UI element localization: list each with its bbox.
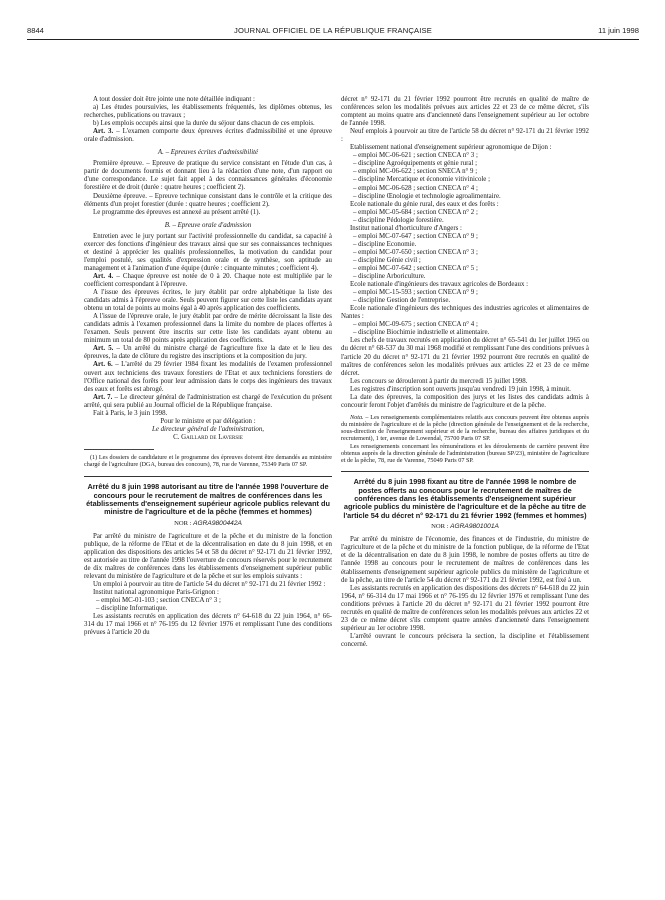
paragraph: Ecole nationale du génie rural, des eaux et des forêts : [350,200,499,208]
arrete-title: Arrêté du 8 juin 1998 autorisant au titre de l'année 1998 l'ouverture de concours pour le recrutement de maîtres de conférences dans les établissements d'enseignement supérieur agricole publics relevant du ministre de l'agriculture et de la pêche (femmes et hommes) [86,482,330,517]
paragraph: A tout dossier doit être jointe une note détaillée indiquant : [93,96,255,103]
paragraph: A l'issue des épreuves écrites, le jury établit par ordre alphabétique la liste des candidats admis à l'épreuve orale. Seuls peuvent figurer sur cette liste les candidats ayant obtenu un total de points au moins égal à 40 après application des coefficients. [84,289,332,313]
paragraph: Les registres d'inscription sont ouverts jusqu'au vendredi 19 juin 1998, à minuit. [350,385,571,393]
paragraph: La date des épreuves, la composition des jurys et les listes des candidats admis à concourir feront l'objet d'arrêtés du ministre de l'agriculture et de la pêche. [341,393,589,409]
list-item: – emploi MC-15-593 ; section CNECA n° 9 ; [353,289,478,297]
article-text: – L'examen comporte deux épreuves écrites d'admissibilité et une épreuve orale d'admission. [84,128,332,144]
list-item: – discipline Biochimie industrielle et alimentaire. [353,329,490,337]
nota-paragraph [341,414,589,443]
header-rule [27,39,639,40]
article-7 [84,394,332,410]
signatory-name: C. Gaillard de Laversie [173,433,243,441]
paragraph: a) Les études poursuivies, les établissements fréquentés, les diplômes obtenus, les recherches, publications ou travaux ; [84,104,332,120]
nor-code: AGRA9800442A [193,519,242,527]
article-text: – Chaque épreuve est notée de 0 à 20. Chaque note est multipliée par le coefficient correspondant à l'épreuve. [84,272,332,288]
article-6 [84,361,332,393]
list-item: – emploi MC-06-621 ; section CNECA n° 3 ; [353,152,478,160]
date-line: Fait à Paris, le 3 juin 1998. [93,409,168,417]
paragraph: Ecole nationale d'ingénieurs des techniques des industries agricoles et alimentaires de Nantes : [341,305,589,321]
list-item: – discipline Mercatique et économie vitivinicole ; [353,176,491,184]
nor-label: NOR : [174,519,194,527]
nor-label: NOR : [431,523,451,531]
article-4 [84,273,332,289]
paragraph: L'arrêté ouvrant le concours précisera la section, la discipline et l'établissement concerné. [341,632,589,648]
list-item: – discipline Economie. [353,240,417,248]
paragraph: Par arrêté du ministre de l'agriculture et de la pêche et du ministre de la fonction publique, de la réforme de l'Etat et de la décentralisation en date du 8 juin 1998, et en application des dispositions des articles 54 et 58 du décret n° 92-171 du 21 février 1992, est autorisée au titre de l'année 1998 l'ouverture de concours réservés pour le recrutement de dix maîtres de conférences dans les établissements d'enseignement supérieur public relevant du ministère de l'agriculture et de la pêche et sur les emplois suivants : [84,532,332,581]
nota-label: Nota. [350,413,364,421]
nor-reference [341,523,589,531]
paragraph: Institut national d'horticulture d'Angers : [350,224,462,232]
article-label: Art. 6. [93,361,113,369]
section-heading-a [84,149,332,157]
list-item: – discipline Informatique. [96,605,168,613]
list-item: – emploi MC-05-684 ; section CNECA n° 2 ; [353,208,478,216]
paragraph: Deuxième épreuve. – Epreuve technique consistant dans le contrôle et la critique des éléments d'un projet forestier (durée : quatre heures ; coefficient 2). [84,192,332,208]
paragraph: b) Les emplois occupés ainsi que la durée du séjour dans chacun de ces emplois. [93,120,315,128]
article-text: – Un arrêté du ministre chargé de l'agriculture fixe la date et le lieu des épreuves, la date de clôture du registre des inscriptions et la composition du jury. [84,345,332,361]
paragraph: Etablissement national d'enseignement supérieur agronomique de Dijon : [350,144,552,152]
paragraph: Le programme des épreuves est annexé au présent arrêté (1). [93,208,261,216]
footnote: (1) Les dossiers de candidature et le programme des épreuves doivent être demandés au ministère chargé de l'agriculture (DGA, bureau des concours), 78, rue de Varenne, 75349 Paris 07 SP. [84,454,332,469]
list-item: – emploi MC-07-650 ; section CNECA n° 3 ; [353,248,478,256]
note-paragraph: Les renseignements concernant les rémunérations et les déroulements de carrière peuvent être obtenus auprès de la direction générale de l'administration (bureau SP/23), ministère de l'agriculture et de la pêche, 78, rue de Varenne, 75049 Paris 07 SP. [341,442,589,465]
section-title: A. – Epreuves écrites d'admissibilité [157,149,259,157]
article-label: Art. 7. [93,393,113,401]
article-label: Art. 4. [93,272,114,280]
list-item: – emploi MC-01-103 ; section CNECA n° 3 ; [96,597,221,605]
list-item: – emploi MC-07-647 ; section CNECA n° 9 ; [353,232,478,240]
list-item: – discipline Génie civil ; [353,256,421,264]
paragraph: Ecole nationale d'ingénieurs des travaux agricoles de Bordeaux : [350,281,529,289]
paragraph: Les concours se dérouleront à partir du mercredi 15 juillet 1998. [350,377,528,385]
list-item: – discipline Œnologie et technologie agroalimentaire. [353,192,501,200]
article-text: – Le directeur général de l'administration est chargé de l'exécution du présent arrêté, qui sera publié au Journal officiel de la République française. [84,393,332,409]
paragraph: Les chefs de travaux recrutés en application du décret n° 65-541 du 1er juillet 1965 ou du décret n° 68-537 du 30 mai 1968 modifié et remplissant l'une des conditions prévues à l'article 20 du décret n° 92-171 du 21 février 1992 pourront être recrutés en qualité de maîtres de conférences selon les modalités prévues aux articles 22 et 23 de ce même décret. [341,337,589,377]
signature-line: Pour le ministre et par délégation : [160,417,256,425]
list-item: – discipline Agroéquipements et génie rural ; [353,160,477,168]
list-item: – emploi MC-09-675 ; section CNECA n° 4 ; [353,321,478,329]
page-header [27,24,639,38]
right-column [341,96,589,649]
article-text: – L'arrêté du 29 février 1984 fixant les modalités de l'examen professionnel ouvert aux techniciens des travaux forestiers de l'Etat et aux techniciens forestiers de l'Office national des forêts pour leur admission dans le corps des ingénieurs des travaux des eaux et forêts est abrogé. [84,361,332,393]
article-label: Art. 5. [93,345,114,353]
article-label: Art. 3. [93,128,114,136]
nota-text: – Les renseignements complémentaires relatifs aux concours peuvent être obtenus auprès du ministère de l'agriculture et de la pêche (direction générale de l'enseignement et de la recherche, sous-direction de l'enseignement supérieur et de la recherche, bureau des affaires juridiques et du recrutement), 1 ter, avenue de Lowendal, 75700 Paris 07 SP. [341,413,589,443]
paragraph: Neuf emplois à pourvoir au titre de l'article 58 du décret n° 92-171 du 21 février 1992 : [341,128,589,144]
paragraph: Par arrêté du ministre de l'économie, des finances et de l'industrie, du ministre de l'agriculture et de la pêche et du ministre de la fonction publique, de la réforme de l'Etat et de la décentralisation en date du 8 juin 1998, le nombre de postes offerts au titre de l'année 1998 au concours pour le recrutement de maîtres de conférences dans les établissements d'enseignement supérieur agricole publics du ministère de l'agriculture et de la pêche, au titre de l'article 54 du décret n° 92-171 du 21 février 1992, est fixé à un. [341,536,589,584]
paragraph: Première épreuve. – Epreuve de pratique du service consistant en l'étude d'un cas, à partir de documents fournis et donnant lieu à la rédaction d'une note, d'un rapport ou d'une correspondance. Le sujet fait appel à des connaissances générales d'économie forestière et de droit (durée : quatre heures ; coefficient 2). [84,160,332,192]
list-item: – emploi MC-06-628 ; section CNECA n° 4 ; [353,184,478,192]
list-item: – discipline Gestion de l'entreprise. [353,297,451,305]
article-5 [84,345,332,361]
arrete-title: Arrêté du 8 juin 1998 fixant au titre de l'année 1998 le nombre de postes offerts au concours pour le recrutement de maîtres de conférences dans les établissements d'enseignement supérieur agricole publics du ministère de l'agriculture et de la pêche au titre de l'article 54 du décret n° 92-171 du 21 février 1992 (femmes et hommes) [343,477,587,520]
nor-code: AGRA9801001A [450,523,499,531]
article-3 [84,128,332,144]
paragraph: Les assistants recrutés en application des dispositions des décrets n° 64-618 du 22 juin 1964, n° 66-314 du 17 mai 1966 et n° 76-195 du 12 février 1976 et remplissant l'une des conditions prévues à l'article 20 du décret n° 92-171 du 21 février 1992 pourront être recrutés en qualité de maître de conférences selon les modalités prévues aux articles 22 et 23 de ce même décret s'ils comptent quatre années d'ancienneté dans l'enseignement supérieur au 1er octobre 1998. [341,584,589,632]
paragraph: Les assistants recrutés en application des décrets n° 64-618 du 22 juin 1964, n° 66-314 du 17 mai 1966 et n° 76-195 du 12 février 1976 et remplissant l'une des conditions prévues à l'article 20 du [84,613,332,637]
list-item: – emploi MC-06-622 ; section SNECA n° 9 ; [353,168,478,176]
separator-line [341,471,589,472]
separator-line [84,476,332,477]
paragraph: Un emploi à pourvoir au titre de l'article 54 du décret n° 92-171 du 21 février 1992 : [93,581,326,589]
left-column [84,96,332,637]
footnote-rule [84,449,154,450]
section-heading-b [84,222,332,230]
signature-title: Le directeur général de l'administration, [151,425,265,433]
paragraph: A l'issue de l'épreuve orale, le jury établit par ordre de mérite décroissant la liste des candidats admis à l'examen professionnel dans la limite du nombre de places offertes à l'examen. Seuls peuvent être inscrits sur cette liste les candidats ayant obtenu au minimum un total de 80 points après application des coefficients. [84,313,332,345]
issue-date: 11 juin 1998 [598,26,639,35]
paragraph: Institut national agronomique Paris-Grignon : [93,589,219,597]
paragraph: décret n° 92-171 du 21 février 1992 pourront être recrutés en qualité de maître de conférences selon les modalités prévues aux articles 22 et 23 de ce même décret, s'ils comptent au moins quatre ans d'ancienneté dans l'enseignement supérieur au 1er octobre de l'année 1998. [341,96,589,128]
list-item: – emploi MC-07-642 ; section CNECA n° 5 ; [353,264,478,272]
section-title: B. – Epreuve orale d'admission [164,221,252,229]
list-item: – discipline Arboriculture. [353,273,426,281]
nor-reference [84,520,332,528]
list-item: – discipline Pédologie forestière. [353,216,444,224]
page-number: 8844 [27,26,44,35]
journal-title: JOURNAL OFFICIEL DE LA RÉPUBLIQUE FRANÇAISE [234,26,432,35]
paragraph: Entretien avec le jury portant sur l'activité professionnelle du candidat, sa capacité à exercer des fonctions d'ingénieur des travaux ainsi que sur ses connaissances techniques et destiné à apprécier les qualités professionnelles, la motivation du candidat pour l'emploi postulé, ses qualités d'expression orale et de synthèse, son aptitude au management et à l'animation d'une équipe (durée : cinquante minutes ; coefficient 4). [84,232,332,272]
